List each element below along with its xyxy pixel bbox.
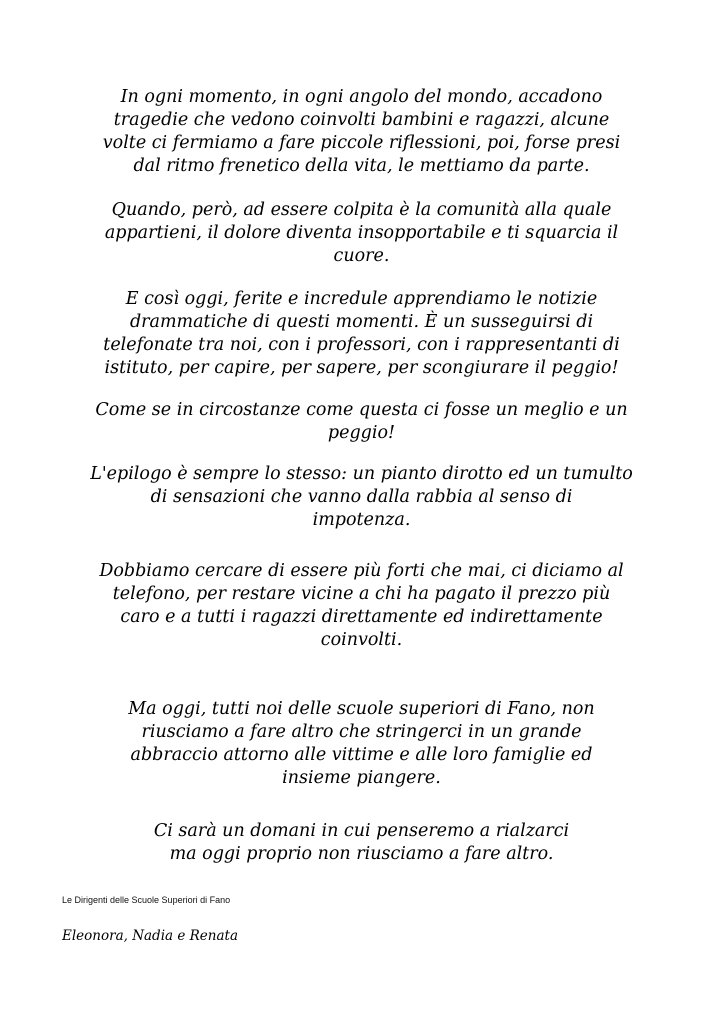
paragraph-8: Ci sarà un domani in cui penseremo a rialzarci ma oggi proprio non riusciamo a fare altro. [153, 821, 570, 864]
paragraph-2: Quando, però, ad essere colpita è la comunità alla quale appartieni, il dolore diventa insopportabile e ti squarcia il cuore. [104, 200, 619, 266]
paragraph-4: Come se in circostanze come questa ci fosse un meglio e un peggio! [95, 400, 628, 443]
paragraph-6: Dobbiamo cercare di essere più forti che mai, ci diciamo al telefono, per restare vicine a chi ha pagato il prezzo più caro e a tutti i ragazzi direttamente ed indirettamente coinvolti. [99, 561, 624, 650]
signers: Eleonora, Nadia e Renata [62, 928, 239, 944]
paragraph-5: L'epilogo è sempre lo stesso: un pianto dirotto ed un tumulto di sensazioni che vanno dalla rabbia al senso di impotenza. [90, 464, 633, 530]
paragraph-1: In ogni momento, in ogni angolo del mondo, accadono tragedie che vedono coinvolti bambini e ragazzi, alcune volte ci fermiamo a fare piccole riflessioni, poi, forse presi dal ritmo frenetico della vita, le mettiamo da parte. [102, 87, 621, 176]
footer-label: Le Dirigenti delle Scuole Superiori di Fano [62, 895, 231, 905]
paragraph-7: Ma oggi, tutti noi delle scuole superiori di Fano, non riusciamo a fare altro che stringerci in un grande abbraccio attorno alle vittime e alle loro famiglie ed insieme piangere. [128, 699, 595, 788]
paragraph-3: E così oggi, ferite e incredule apprendiamo le notizie drammatiche di questi momenti. È un susseguirsi di telefonate tra noi, con i professori, con i rappresentanti di istituto, per capire, per sapere, per scongiurare il peggio! [103, 289, 620, 378]
